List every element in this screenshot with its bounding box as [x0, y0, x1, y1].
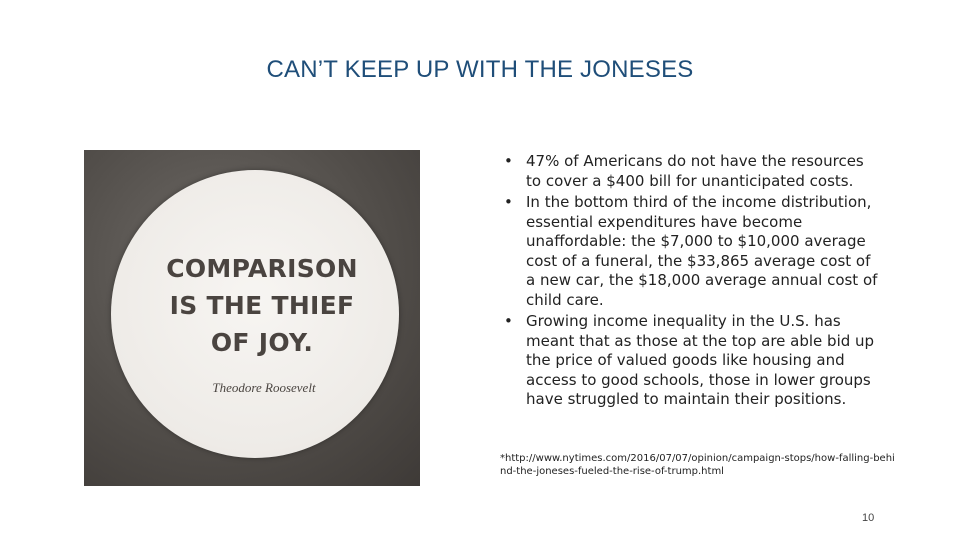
bullet-item [500, 152, 880, 191]
bullet-icon: • [504, 193, 513, 211]
bullet-icon: • [504, 152, 513, 170]
slide-title: CAN’T KEEP UP WITH THE JONESES [266, 56, 694, 83]
bullet-text: Growing income inequality in the U.S. has meant that as those at the top are able bid up the price of valued goods like housing and access to good schools, those in lower groups have struggled to maintain their positions. [526, 312, 875, 408]
bullet-text: In the bottom third of the income distribution, essential expenditures have become unaffordable: the $7,000 to $10,000 average cost of a funeral, the $33,865 average cost of a new car, the $18,000 average annual cost of child care. [526, 193, 878, 309]
quote-author: Theodore Roosevelt [212, 380, 316, 395]
source-link[interactable]: *http://www.nytimes.com/2016/07/07/opinion/campaign-stops/how-falling-behind-the-joneses-fueled-the-rise-of-trump.html [500, 453, 895, 477]
bullet-icon: • [504, 312, 513, 330]
quote-text: COMPARISON IS THE THIEF OF JOY. [166, 254, 358, 357]
page-number: 10 [862, 512, 875, 524]
bullet-item [500, 312, 880, 410]
bullet-text: 47% of Americans do not have the resources to cover a $400 bill for unanticipated costs. [526, 152, 864, 190]
bullet-item [500, 193, 880, 310]
quote-image [84, 150, 420, 486]
bullet-list [500, 152, 880, 412]
